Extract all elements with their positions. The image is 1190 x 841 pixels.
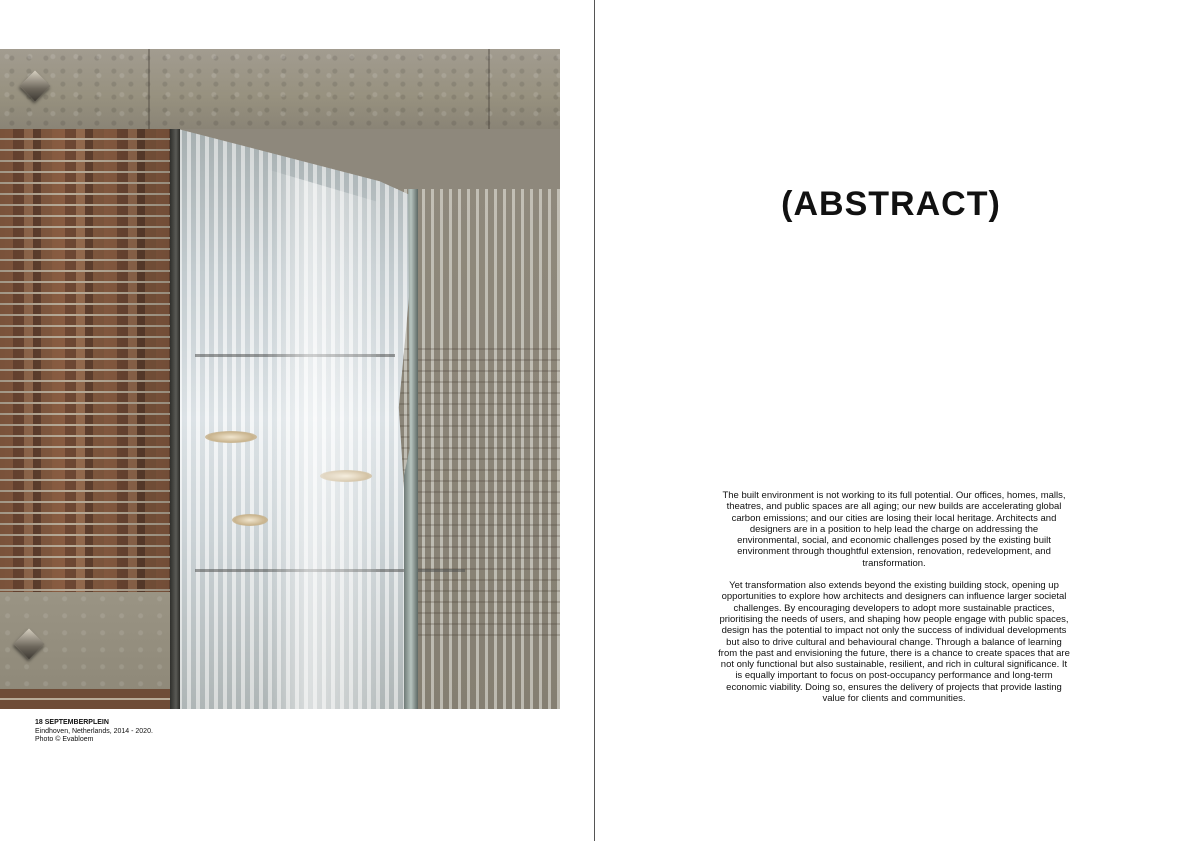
abstract-paragraph: The built environment is not working to its full potential. Our offices, homes, malls, theatres, and public spaces are all aging; our new builds are accelerating global carbon emissions; and our cities are losing their local heritage. Architects and designers are in a position to help lead the charge on addressing the environmental, social, and economic challenges posed by the existing built environment through thoughtful extension, renovation, redevelopment, and transformation. — [722, 490, 1066, 569]
facade-photo — [0, 49, 560, 709]
abstract-paragraph: Yet transformation also extends beyond the existing building stock, opening up opportunities to explore how architects and designers can influence larger societal challenges. By encouraging developers to adopt more sustainable practices, prioritising the needs of users, and shaping how people engage with public spaces, design has the potential to impact not only the success of individual developments but also to drive cultural and behavioural change. Through a balance of learning from the past and envisioning the future, there is a chance to create spaces that are not only functional but also sustainable, resilient, and rich in cultural significance. It is equally important to focus on post-occupancy performance and long-term economic viability. Doing so, ensures the delivery of projects that provide lasting value for clients and communities. — [718, 580, 1070, 705]
glass-reflection — [266, 169, 376, 709]
abstract-body — [718, 490, 1070, 715]
brick-wall — [0, 129, 172, 592]
caption-location: Eindhoven, Netherlands, 2014 - 2020. — [35, 727, 153, 735]
glass-frame — [170, 129, 180, 709]
caption-credit: Photo © Evabloem — [35, 736, 94, 743]
caption-title: 18 SEPTEMBERPLEIN — [35, 719, 109, 726]
abstract-heading: (ABSTRACT) — [781, 185, 1001, 223]
stone-cladding-top — [0, 49, 560, 129]
interior-lamp — [232, 514, 268, 526]
photo-caption — [35, 719, 255, 745]
stone-seam — [148, 49, 150, 129]
fluted-glass-wall — [395, 189, 560, 709]
brick-strip — [0, 689, 175, 709]
stone-seam — [488, 49, 490, 129]
interior-lamp — [205, 431, 257, 443]
page-gutter — [594, 0, 595, 841]
